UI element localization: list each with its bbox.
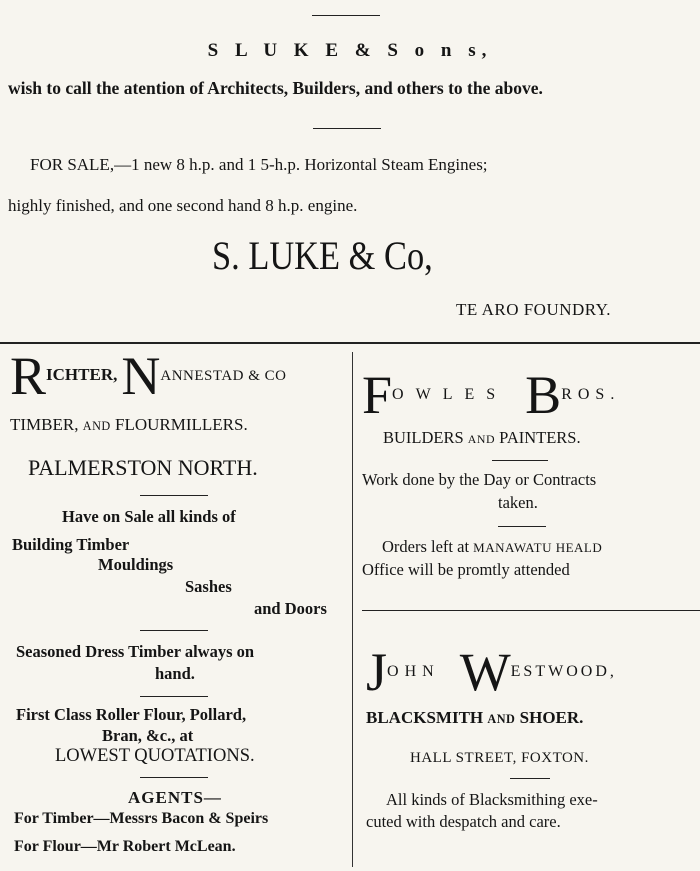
richter-name-part2: ANNESTAD & CO: [160, 368, 287, 384]
column-divider: [352, 352, 353, 867]
luke-company-name: S. LUKE & Co,: [212, 233, 433, 278]
westwood-trade-shoer: SHOER.: [519, 708, 584, 727]
orders-line2: Office will be promtly attended: [362, 560, 570, 579]
agent-timber: For Timber—Messrs Bacon & Speirs: [14, 810, 269, 827]
orders-line1: [382, 537, 602, 557]
item-sashes: Sashes: [185, 577, 232, 596]
westwood-name-part1: OHN: [387, 663, 440, 680]
blacksmithing-line1: All kinds of Blacksmithing exe-: [386, 790, 598, 809]
fowles-trade-builders: BUILDERS: [383, 428, 464, 447]
rule-after-notice: [313, 128, 381, 129]
item-doors: and Doors: [254, 599, 327, 618]
fowles-name-part1: OWLES: [392, 386, 508, 403]
westwood-trade: [366, 708, 583, 728]
attention-notice: wish to call the atention of Architects, Builders, and others to the above.: [8, 78, 543, 98]
for-sale-line2: highly finished, and one second hand 8 h.p. engine.: [8, 196, 358, 215]
agents-heading: AGENTS—: [128, 788, 222, 807]
richter-rule-3: [140, 696, 208, 697]
drop-cap-b: B: [525, 365, 562, 425]
drop-cap-n: N: [121, 346, 161, 406]
fowles-trade: [383, 428, 581, 448]
westwood-name-part2: ESTWOOD,: [510, 663, 617, 680]
lowest-quotations: LOWEST QUOTATIONS.: [55, 746, 255, 766]
have-on-sale: Have on Sale all kinds of: [62, 507, 236, 526]
item-mouldings: Mouldings: [98, 555, 174, 574]
section-divider: [0, 342, 700, 344]
fowles-trade-painters: PAINTERS.: [499, 428, 581, 447]
fowles-rule-1: [492, 460, 548, 461]
orders-left-at: Orders left at: [382, 537, 470, 556]
fowles-heading: [362, 365, 621, 425]
drop-cap-r: R: [10, 346, 47, 406]
westwood-trade-blacksmith: BLACKSMITH: [366, 708, 484, 727]
fowles-name-part2: ROS.: [561, 386, 621, 403]
richter-rule-2: [140, 630, 208, 631]
seasoned-timber-line1: Seasoned Dress Timber always on: [16, 642, 255, 661]
item-building-timber: Building Timber: [12, 535, 130, 554]
richter-trade-and: AND: [82, 419, 111, 433]
agent-flour: For Flour—Mr Robert McLean.: [14, 838, 236, 855]
seasoned-timber-line2: hand.: [155, 664, 195, 683]
richter-trade-flour: FLOURMILLERS.: [115, 415, 248, 434]
richter-heading: [10, 346, 287, 406]
richter-trade-timber: TIMBER,: [10, 415, 79, 434]
richter-rule-4: [140, 777, 208, 778]
drop-cap-j: J: [366, 642, 388, 702]
fowles-rule-2: [498, 526, 546, 527]
drop-cap-w: W: [459, 642, 511, 702]
westwood-trade-and: AND: [487, 712, 516, 726]
te-aro-foundry: TE ARO FOUNDRY.: [456, 300, 612, 319]
westwood-rule: [510, 778, 550, 779]
work-done-line1: Work done by the Day or Contracts: [362, 470, 597, 489]
richter-short-rule: [140, 495, 208, 496]
for-sale-line1: FOR SALE,—1 new 8 h.p. and 1 5-h.p. Horizontal Steam Engines;: [30, 155, 488, 174]
manawatu-herald: MANAWATU HEALD: [473, 540, 603, 555]
flour-line1: First Class Roller Flour, Pollard,: [16, 705, 247, 724]
richter-name-part1: ICHTER,: [46, 365, 118, 384]
top-short-rule: [312, 15, 380, 16]
flour-line2: Bran, &c., at: [102, 726, 194, 745]
blacksmithing-line2: cuted with despatch and care.: [366, 812, 561, 831]
westwood-address: HALL STREET, FOXTON.: [410, 750, 589, 766]
westwood-heading: [366, 642, 617, 702]
fowles-trade-and: AND: [467, 432, 496, 446]
palmerston-north: PALMERSTON NORTH.: [28, 455, 258, 480]
luke-sons-heading: S L U K E & S o n s,: [207, 40, 493, 61]
richter-trade: [10, 415, 248, 435]
fowles-bottom-rule: [362, 610, 700, 611]
work-done-line2: taken.: [498, 493, 538, 512]
drop-cap-f: F: [362, 365, 393, 425]
